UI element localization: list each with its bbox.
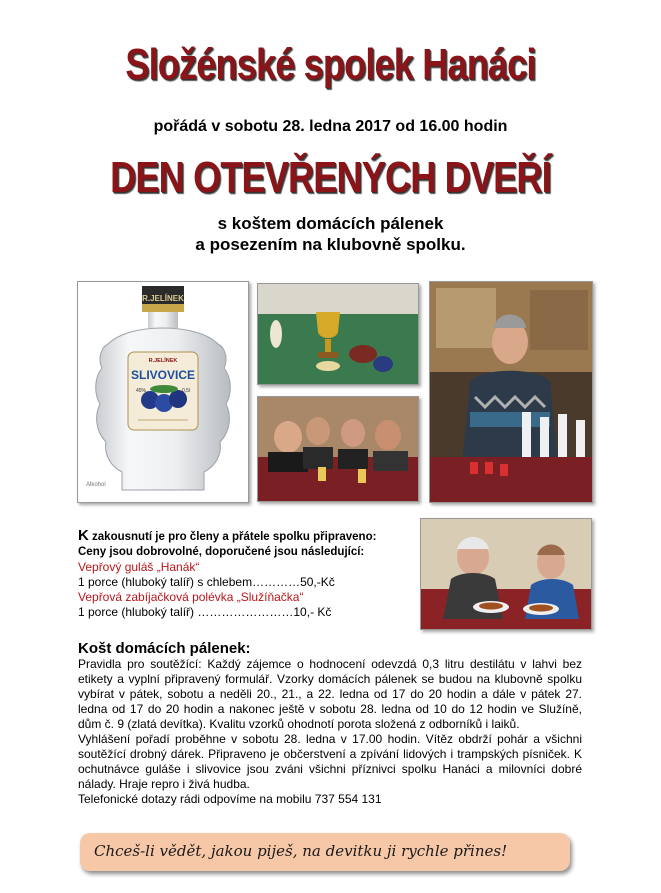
bottle-label-brand: R.JELÍNEK (148, 358, 178, 364)
tagline-line-2: a posezením na klubovně spolku. (195, 235, 466, 254)
event-tagline (0, 213, 661, 255)
pouring-photo (429, 281, 593, 503)
menu-item-1-price: 1 porce (hluboký talíř) s chlebem…………50,-Kč (78, 575, 335, 589)
menu-intro-initial: K (78, 527, 89, 544)
group-table-icon (258, 397, 418, 501)
kost-contact-paragraph: Telefonické dotazy rádi odpovíme na mobilu 737 554 131 (78, 792, 382, 806)
tagline-line-1: s koštem domácích pálenek (217, 214, 444, 233)
motto-text: Chceš-li vědět, jakou piješ, na devitku ji rychle přines! (94, 842, 508, 860)
watermark-text: Alkohol (86, 482, 106, 488)
kost-announcement-paragraph: Vyhlášení pořadí proběhne v sobotu 28. ledna v 17.00 hodin. Vítěz obdrží pohár a všichni soutěžící drobný dárek. Připraveno je občerstvení a zpívání lidových i trampských písniček. K ochutnávce guláše i slivovice jsou zváni všichni příznivci spolku Hanáci a milovníci dobré nálady. Hraje repro i živá hudba. (78, 732, 582, 791)
motto-banner (80, 833, 570, 871)
menu-prices-note: Ceny jsou dobrovolné, doporučené jsou následující: (78, 546, 365, 558)
menu-item-2-price: 1 porce (hluboký talíř) ……………………10,- Kč (78, 605, 332, 619)
kost-rules-paragraph: Pravidla pro soutěžící: Každý zájemce o hodnocení odevzdá 0,3 litru destilátu v lahvi bez etikety a vyplní připravený formulář. Vzorky domácích pálenek se budou na klubovně spolku vybírat v pátek, sobotu a neděli 20., 21., a 22. ledna od 17 do 20 hodin a dále v pátek 27. ledna od 17 do 20 hodin a nakonec ještě v sobotu 28. ledna od 10 do 12 hodin ve Služíně, dům č. 9 (zlatá devítka). Kvalitu vzorků ohodnotí porota složená z odborníků i laiků. (78, 657, 582, 731)
group-photo (257, 396, 419, 502)
trophy-photo (257, 283, 419, 385)
menu-item-2-name: Vepřová zabíjačková polévka „Služíňačka“ (78, 590, 304, 604)
couple-photo (420, 518, 592, 630)
event-date: pořádá v sobotu 28. ledna 2017 od 16.00 hodin (153, 118, 508, 135)
poster-title: Složénské spolek Hanáci (125, 40, 536, 89)
menu-intro (78, 528, 398, 545)
man-pouring-icon (430, 282, 592, 502)
couple-eating-icon (421, 519, 591, 629)
trophy-icon (258, 284, 418, 384)
kost-body (78, 657, 582, 807)
menu-intro-text: zakousnutí je pro členy a přátele spolku připraveno: (88, 531, 377, 543)
menu-block (78, 528, 398, 620)
bottle-neck-brand: R.JELÍNEK (142, 294, 184, 303)
kost-heading: Košt domácích pálenek: (78, 640, 251, 657)
menu-item-1-name: Vepřový guláš „Hanák“ (78, 560, 200, 574)
bottle-photo (77, 281, 249, 503)
bottle-label-name: SLIVOVICE (130, 368, 196, 382)
slivovice-bottle-icon (78, 282, 248, 502)
event-headline: DEN OTEVŘENÝCH DVEŘÍ (110, 153, 551, 202)
bottle-volume: 0,5l (182, 388, 191, 394)
bottle-percent: 45% (136, 388, 147, 394)
